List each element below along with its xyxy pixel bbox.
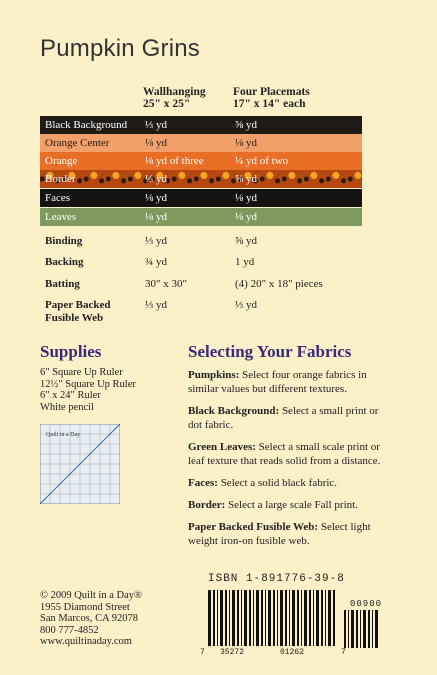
- barcode-bar: [237, 590, 239, 646]
- row-wall: ⅓ yd: [145, 173, 167, 185]
- fabric-tip-term: Black Background:: [188, 405, 280, 417]
- fabric-tip-term: Green Leaves:: [188, 441, 256, 453]
- barcode-bar: [225, 590, 227, 646]
- fabric-tip: [188, 520, 388, 548]
- row-place: ⅝ yd: [235, 173, 257, 185]
- fabric-tip-text: Select four orange fabrics in similar values but different textures.: [188, 369, 367, 395]
- supply-item: 12½" Square Up Ruler: [40, 378, 136, 390]
- fabric-tip: [188, 368, 388, 396]
- row-label-fusible-web: [45, 299, 111, 325]
- barcode-bar: [356, 610, 358, 648]
- barcode-image: [208, 590, 338, 650]
- website-line: www.quiltinaday.com: [40, 636, 132, 648]
- barcode-bar: [297, 590, 299, 646]
- barcode-bar: [321, 590, 323, 646]
- row-label: Leaves: [45, 211, 77, 223]
- fabric-tip-text: Select a large scale Fall print.: [225, 499, 358, 511]
- row-place: ⅛ yd: [235, 137, 257, 149]
- barcode-bar: [268, 590, 271, 646]
- barcode-bar: [351, 610, 354, 648]
- barcode-bar: [220, 590, 223, 646]
- fabrics-list: [188, 368, 388, 556]
- col-header-wallhanging-size: 25" x 25": [143, 98, 191, 110]
- fabric-tip-text: Select a small scale print or leaf texture that reads solid from a distance.: [188, 441, 381, 467]
- row-label: Faces: [45, 192, 71, 204]
- row-label: Orange Center: [45, 137, 110, 149]
- fabric-tip: [188, 498, 388, 512]
- barcode-bar: [256, 590, 259, 646]
- row-label-batting: Batting: [45, 278, 80, 290]
- row-place-fusible-web: ⅓ yd: [235, 299, 257, 311]
- fabrics-heading: Selecting Your Fabrics: [188, 342, 352, 361]
- barcode-digit-right: 7: [341, 648, 346, 657]
- barcode-bar: [363, 610, 366, 648]
- row-place-backing: 1 yd: [235, 256, 255, 268]
- col-header-placemats: [233, 86, 310, 110]
- barcode-bar: [333, 590, 335, 646]
- row-place: ⅛ yd: [235, 192, 257, 204]
- phone-line: 800 777-4852: [40, 624, 99, 636]
- barcode-bar: [253, 590, 254, 646]
- row-place-binding: ⅝ yd: [235, 235, 257, 247]
- supply-item: 6" x 24" Ruler: [40, 390, 101, 401]
- fabric-tip-term: Faces:: [188, 477, 218, 489]
- row-wall: ⅛ yd: [145, 137, 167, 149]
- barcode-bar: [273, 590, 275, 646]
- barcode-bar: [261, 590, 263, 646]
- barcode-bar: [292, 590, 295, 646]
- barcode-bar: [372, 610, 373, 648]
- row-label-binding: Binding: [45, 235, 83, 247]
- barcode-bar: [328, 590, 331, 646]
- barcode-bar: [289, 590, 290, 646]
- fabric-tip-term: Pumpkins:: [188, 369, 240, 381]
- row-wall-binding: ⅓ yd: [145, 235, 167, 247]
- row-wall-backing: ¾ yd: [145, 256, 167, 268]
- barcode-bar: [375, 610, 378, 648]
- barcode-bar: [244, 590, 247, 646]
- barcode-bar: [217, 590, 218, 646]
- supply-item: 6" Square Up Ruler: [40, 367, 123, 378]
- price-code: 00900: [350, 599, 383, 609]
- fabric-row-orange: [40, 152, 362, 170]
- price-barcode-image: [344, 610, 380, 650]
- supplies-list: [40, 367, 136, 413]
- ruler-brand-text: Quilt in a Day: [46, 432, 81, 438]
- barcode-bar: [368, 610, 370, 648]
- fabric-row-black-background: [40, 116, 362, 134]
- barcode-bar: [280, 590, 283, 646]
- row-label-backing: Backing: [45, 256, 84, 268]
- fabric-tip-term: Border:: [188, 499, 226, 511]
- row-place-batting: (4) 20" x 18" pieces: [235, 278, 323, 290]
- row-place: ⅝ yd: [235, 119, 257, 131]
- row-wall-batting: 30" x 30": [145, 278, 187, 290]
- fabric-tip-term: Paper Backed Fusible Web:: [188, 521, 319, 533]
- row-wall: ⅛ yd: [145, 211, 167, 223]
- barcode-bar: [301, 590, 302, 646]
- fabric-tip: [188, 404, 388, 432]
- barcode-bar: [232, 590, 235, 646]
- fabric-tip-text: Select a solid black fabric.: [217, 477, 338, 489]
- barcode-digits-mid2: 01262: [280, 648, 305, 657]
- barcode-bar: [241, 590, 242, 646]
- col-header-wallhanging: [143, 86, 206, 110]
- fabric-tip-text: Select light weight iron-on fusible web.: [188, 521, 371, 547]
- row-label: Orange: [45, 155, 78, 167]
- copyright-line: © 2009 Quilt in a Day®: [40, 590, 142, 601]
- barcode-digits-mid1: 35272: [220, 648, 245, 657]
- publisher-info: [40, 590, 142, 648]
- barcode-bar: [229, 590, 230, 646]
- row-label-fusible-web-line1: Paper Backed: [45, 299, 111, 311]
- row-wall: ⅓ yd: [145, 119, 167, 131]
- city-line: San Marcos, CA 92078: [40, 613, 138, 625]
- row-place: ⅛ yd: [235, 211, 257, 223]
- barcode-bar: [360, 610, 361, 648]
- col-header-placemats-title: Four Placemats: [233, 86, 310, 98]
- fabric-row-orange-center: [40, 134, 362, 152]
- barcode-bar: [344, 610, 346, 648]
- barcode-digit-left: 7: [200, 648, 205, 657]
- row-place: ¼ yd of two: [235, 155, 289, 167]
- fabric-tip: [188, 440, 388, 468]
- barcode-bar: [265, 590, 266, 646]
- barcode-bar: [325, 590, 326, 646]
- supply-item: White pencil: [40, 401, 94, 413]
- row-label: Black Background: [45, 119, 128, 131]
- barcode-bar: [304, 590, 307, 646]
- fabric-row-faces: [40, 189, 362, 207]
- barcode-bar: [208, 590, 211, 646]
- row-wall: ⅛ yd: [145, 192, 167, 204]
- fabric-tip: [188, 476, 388, 490]
- barcode-bar: [313, 590, 314, 646]
- fabric-row-leaves: [40, 208, 362, 226]
- supplies-heading: Supplies: [40, 342, 102, 361]
- isbn-text: ISBN 1-891776-39-8: [208, 573, 345, 585]
- address-line: 1955 Diamond Street: [40, 601, 130, 613]
- barcode-bar: [316, 590, 319, 646]
- fabric-row-border: [40, 170, 362, 188]
- col-header-wallhanging-title: Wallhanging: [143, 86, 206, 98]
- barcode-bar: [277, 590, 278, 646]
- row-label-fusible-web-line2: Fusible Web: [45, 312, 104, 324]
- row-wall: ⅛ yd of three: [145, 155, 204, 167]
- barcode-bar: [213, 590, 215, 646]
- fabric-tip-text: Select a small print or dot fabric.: [188, 405, 379, 431]
- col-header-placemats-size: 17" x 14" each: [233, 98, 306, 110]
- ruler-image: [40, 424, 120, 504]
- row-label: Border: [45, 173, 76, 185]
- row-wall-fusible-web: ⅓ yd: [145, 299, 167, 311]
- barcode-bar: [348, 610, 349, 648]
- barcode-bar: [285, 590, 287, 646]
- page-title: Pumpkin Grins: [40, 35, 200, 62]
- barcode-bar: [249, 590, 251, 646]
- barcode-bar: [309, 590, 311, 646]
